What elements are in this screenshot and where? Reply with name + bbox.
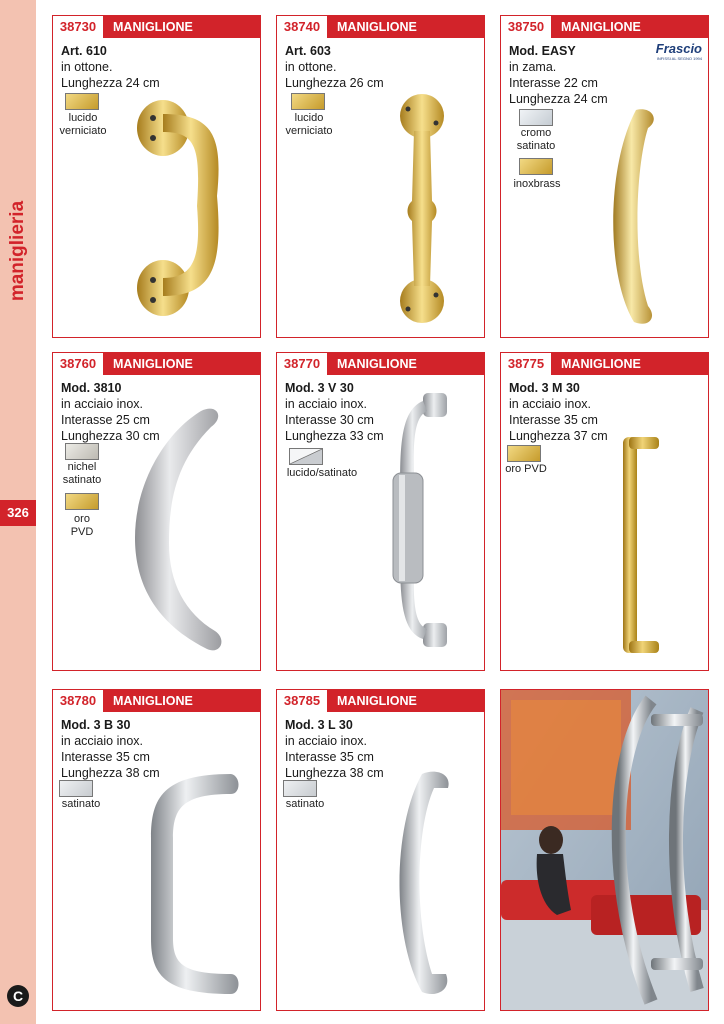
product-spec: Lunghezza 38 cm: [285, 766, 384, 780]
card-header: [277, 353, 484, 375]
product-description: [509, 43, 608, 107]
brass-handle-image: [596, 106, 666, 331]
product-name: Mod. 3810: [61, 381, 122, 395]
product-name: Mod. 3 B 30: [61, 718, 131, 732]
product-card-38775[interactable]: [500, 352, 709, 671]
product-category: MANIGLIONE: [561, 357, 641, 371]
product-category: MANIGLIONE: [113, 694, 193, 708]
steel-handle-image: [143, 768, 243, 1000]
product-code: 38780: [53, 690, 104, 712]
card-header: [277, 690, 484, 712]
product-category: MANIGLIONE: [337, 20, 417, 34]
nickel-swatch-icon: [65, 443, 99, 460]
product-spec: Lunghezza 38 cm: [61, 766, 160, 780]
product-spec: Lunghezza 30 cm: [61, 429, 160, 443]
product-spec: Interasse 30 cm: [285, 413, 374, 427]
product-spec: in acciaio inox.: [61, 734, 143, 748]
product-card-38750[interactable]: [500, 15, 709, 338]
steel-swatch-icon: [283, 780, 317, 797]
product-card-38770[interactable]: [276, 352, 485, 671]
product-card-38780[interactable]: [52, 689, 261, 1011]
product-spec: Interasse 35 cm: [509, 413, 598, 427]
finish-label: nichel satinato: [62, 461, 102, 486]
product-name: Mod. 3 V 30: [285, 381, 354, 395]
product-category: MANIGLIONE: [561, 20, 641, 34]
card-header: [53, 690, 260, 712]
product-card-38730[interactable]: [52, 15, 261, 338]
card-header: [501, 16, 708, 38]
product-spec: in ottone.: [61, 60, 113, 74]
gold-swatch-icon: [507, 445, 541, 462]
gold-handle-image: [611, 433, 661, 658]
brass-handle-image: [392, 91, 452, 331]
product-code: 38740: [277, 16, 328, 38]
product-description: [285, 43, 384, 91]
brass-handle-image: [123, 96, 223, 326]
brass-swatch-icon: [291, 93, 325, 110]
publisher-logo-icon: C: [7, 985, 29, 1007]
finish-label: lucido/satinato: [286, 467, 358, 479]
steel-swatch-icon: [59, 780, 93, 797]
finish-label: lucido verniciato: [59, 112, 107, 137]
product-card-38760[interactable]: [52, 352, 261, 671]
product-spec: in acciaio inox.: [285, 734, 367, 748]
finish-label: cromo satinato: [516, 127, 556, 152]
product-spec: in acciaio inox.: [61, 397, 143, 411]
brass-swatch-icon: [519, 158, 553, 175]
lifestyle-photo: [500, 689, 709, 1011]
product-category: MANIGLIONE: [337, 694, 417, 708]
brass-swatch-icon: [65, 93, 99, 110]
sidebar: [0, 0, 36, 1024]
card-header: [277, 16, 484, 38]
steel-handle-image: [379, 391, 459, 653]
product-spec: Interasse 22 cm: [509, 76, 598, 90]
card-header: [53, 16, 260, 38]
finish-label: satinato: [285, 798, 325, 810]
card-header: [501, 353, 708, 375]
product-spec: Lunghezza 33 cm: [285, 429, 384, 443]
product-code: 38775: [501, 353, 552, 375]
finish-label: inoxbrass: [513, 178, 561, 190]
brand-tagline: INFISSI AL SEGNO 1994: [656, 56, 702, 61]
brand-name: Frascio: [655, 41, 702, 56]
section-title: maniglieria: [7, 200, 28, 302]
lobby-scene-image: [501, 690, 709, 1011]
brand-logo: [656, 41, 702, 61]
product-spec: Interasse 35 cm: [61, 750, 150, 764]
product-spec: in acciaio inox.: [285, 397, 367, 411]
product-spec: Interasse 35 cm: [285, 750, 374, 764]
product-name: Art. 603: [285, 44, 331, 58]
finish-label: oro PVD: [505, 463, 547, 475]
product-name: Mod. 3 M 30: [509, 381, 580, 395]
product-code: 38760: [53, 353, 104, 375]
product-spec: Lunghezza 37 cm: [509, 429, 608, 443]
product-code: 38785: [277, 690, 328, 712]
product-spec: Lunghezza 24 cm: [61, 76, 160, 90]
product-code: 38730: [53, 16, 104, 38]
product-category: MANIGLIONE: [113, 357, 193, 371]
steel-handle-image: [372, 768, 462, 1000]
gold-swatch-icon: [65, 493, 99, 510]
finish-label: oro PVD: [70, 513, 94, 538]
card-header: [53, 353, 260, 375]
product-spec: Lunghezza 24 cm: [509, 92, 608, 106]
product-name: Mod. 3 L 30: [285, 718, 353, 732]
product-code: 38770: [277, 353, 328, 375]
product-spec: in zama.: [509, 60, 557, 74]
product-spec: in ottone.: [285, 60, 337, 74]
product-category: MANIGLIONE: [113, 20, 193, 34]
product-description: [509, 380, 608, 444]
split-swatch-icon: [289, 448, 323, 465]
product-category: MANIGLIONE: [337, 357, 417, 371]
product-name: Mod. EASY: [509, 44, 576, 58]
product-card-38740[interactable]: [276, 15, 485, 338]
product-spec: Interasse 25 cm: [61, 413, 150, 427]
product-description: [61, 43, 160, 91]
product-spec: Lunghezza 26 cm: [285, 76, 384, 90]
chrome-swatch-icon: [519, 109, 553, 126]
product-card-38785[interactable]: [276, 689, 485, 1011]
product-spec: in acciaio inox.: [509, 397, 591, 411]
product-description: [285, 717, 384, 781]
finish-label: satinato: [61, 798, 101, 810]
steel-handle-image: [125, 403, 235, 658]
page-number: 326: [0, 500, 36, 526]
product-name: Art. 610: [61, 44, 107, 58]
finish-label: lucido verniciato: [285, 112, 333, 137]
product-description: [285, 380, 384, 444]
product-code: 38750: [501, 16, 552, 38]
